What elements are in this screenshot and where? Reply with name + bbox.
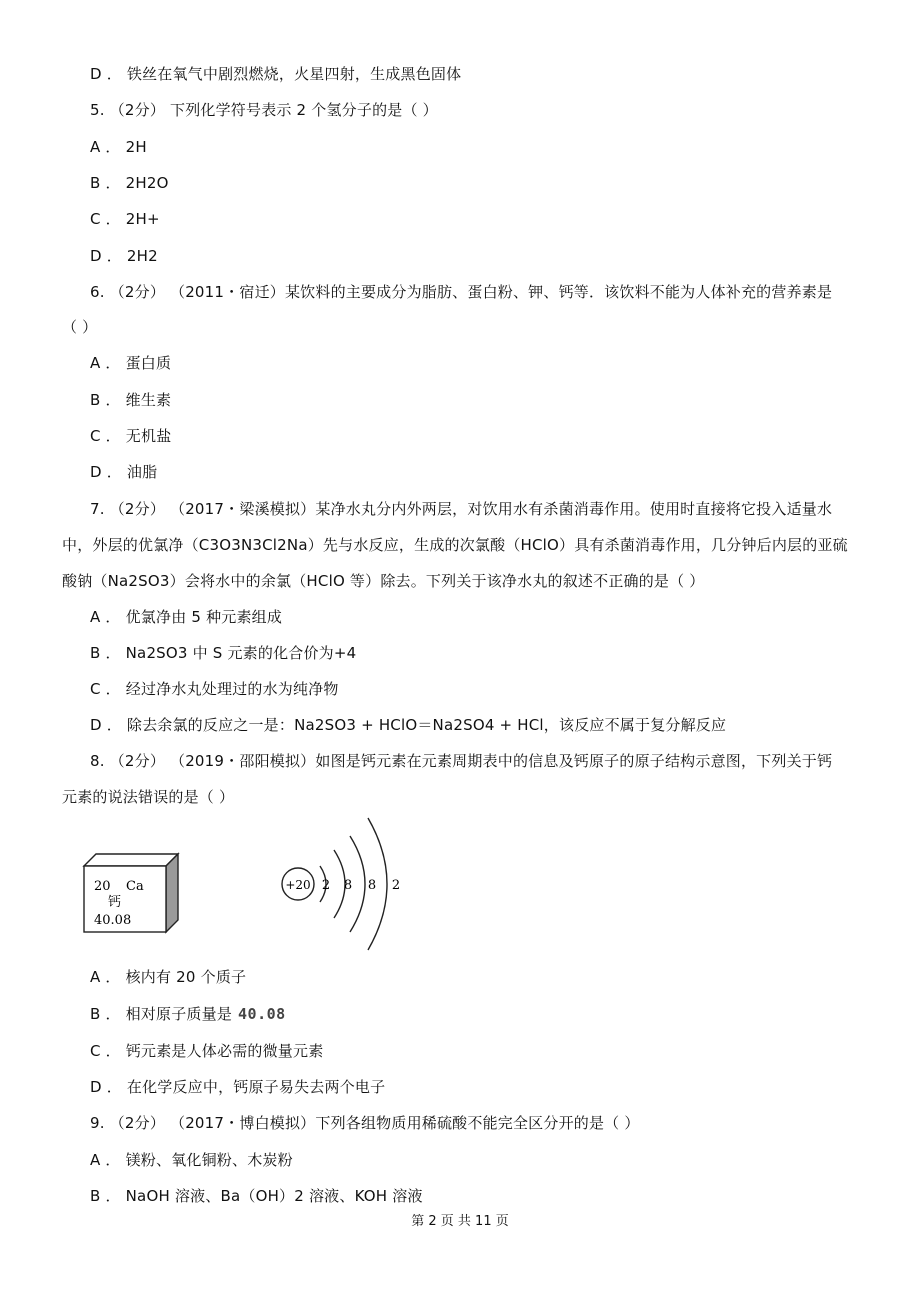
option-line: B ． 维生素: [90, 391, 172, 409]
option-text: B ． 相对原子质量是: [90, 1005, 233, 1023]
element-mass: 40.08: [94, 913, 132, 928]
element-name: 钙: [108, 895, 122, 910]
question-9: 9. （2分） （2017・博白模拟）下列各组物质用稀硫酸不能完全区分开的是（ ）: [90, 1114, 640, 1132]
shell-electrons: 2: [321, 878, 331, 893]
shell-electrons: 8: [367, 878, 377, 893]
option-line: D ． 铁丝在氧气中剧烈燃烧，火星四射，生成黑色固体: [90, 65, 462, 83]
question-6: 6. （2分） （2011・宿迁）某饮料的主要成分为脂肪、蛋白粉、钾、钙等．该饮料不能为人体补充的营养素是: [90, 283, 833, 301]
nucleus-charge: +20: [285, 878, 311, 892]
question-7: 7. （2分） （2017・梁溪模拟）某净水丸分内外两层，对饮用水有杀菌消毒作用。使用时直接将它投入适量水: [90, 500, 833, 518]
option-line: B ． 2H2O: [90, 174, 169, 192]
option-line: C ． 钙元素是人体必需的微量元素: [90, 1042, 324, 1060]
question-8: 8. （2分） （2019・邵阳模拟）如图是钙元素在元素周期表中的信息及钙原子的原子结构示意图，下列关于钙: [90, 752, 833, 770]
element-symbol: Ca: [126, 879, 144, 894]
element-number: 20: [94, 879, 111, 894]
question-7-continued: 酸钠（Na2SO3）会将水中的余氯（HClO 等）除去。下列关于该净水丸的叙述不正确的是（ ）: [62, 572, 705, 590]
option-line: C ． 无机盐: [90, 427, 172, 445]
option-line: B ． Na2SO3 中 S 元素的化合价为+4: [90, 644, 357, 662]
option-line: A ． 2H: [90, 138, 147, 156]
option-line: C ． 经过净水丸处理过的水为纯净物: [90, 680, 339, 698]
question-7-continued: 中，外层的优氯净（C3O3N3Cl2Na）先与水反应，生成的次氯酸（HClO）具有杀菌消毒作用，几分钟后内层的亚硫: [62, 536, 848, 554]
option-line: A ． 镁粉、氧化铜粉、木炭粉: [90, 1151, 293, 1169]
option-line: D ． 除去余氯的反应之一是：Na2SO3 + HClO＝Na2SO4 + HCl，该反应不属于复分解反应: [90, 716, 727, 734]
option-line: A ． 优氯净由 5 种元素组成: [90, 608, 283, 626]
shell-electrons: 2: [391, 878, 401, 893]
option-line: D ． 在化学反应中，钙原子易失去两个电子: [90, 1078, 386, 1096]
atom-structure-figure: [276, 812, 416, 952]
mass-value-image: 40.08: [238, 1005, 286, 1023]
option-line: B ． NaOH 溶液、Ba（OH）2 溶液、KOH 溶液: [90, 1187, 423, 1205]
option-line: D ． 2H2: [90, 247, 158, 265]
question-6-continued: （ ）: [62, 318, 98, 336]
page-footer: 第 2 页 共 11 页: [411, 1214, 509, 1229]
question-5: 5. （2分） 下列化学符号表示 2 个氢分子的是（ ）: [90, 101, 438, 119]
element-card-figure: [80, 850, 184, 934]
option-line: C ． 2H+: [90, 210, 160, 228]
question-8-continued: 元素的说法错误的是（ ）: [62, 788, 235, 806]
option-line: A ． 蛋白质: [90, 354, 172, 372]
option-line-with-image: [90, 1004, 286, 1024]
option-line: D ． 油脂: [90, 463, 158, 481]
option-line: A ． 核内有 20 个质子: [90, 968, 247, 986]
shell-electrons: 8: [343, 878, 353, 893]
